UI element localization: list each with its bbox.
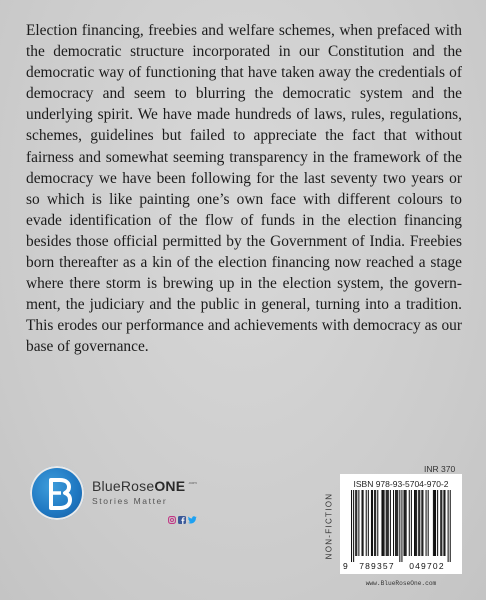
social-icons (168, 510, 196, 520)
barcode-bar (387, 490, 388, 556)
barcode-bar (418, 490, 419, 556)
barcode-bar (381, 490, 382, 556)
barcode-bar (428, 490, 429, 556)
barcode-bar (377, 490, 378, 556)
barcode-bar (404, 490, 405, 556)
barcode-bar (448, 490, 449, 562)
barcode-bar (356, 490, 357, 556)
barcode-bar (409, 490, 410, 556)
barcode-bar (358, 490, 359, 556)
blurb-text: Election financing, freebies and welfare schemes, when prefaced with the democratic structure incorporated in our Constitution and the democratic way of functioning that have taken away the credentials of democracy and seem to blurring the democratic system and the underlying spirit. We have made hundreds of laws, rules, regulations, schemes, guidelines but failed to appreciate the fact that without fairness and somewhat seeming transparency in the framework of the democracy we have been following for the last seventy two years or so which is like painting one’s own face with different colours to evade identification of the flow of funds in the election financing besides those official permitted by the Government of India. Freebies born thereafter as a kin of the election financing now reached a stage where there storm is brewing up in the election system, the government, the judiciary and the public in general, turning into a tradition. This erodes our performance and achievements with democracy as our base of governance. (26, 22, 462, 356)
barcode-bar (396, 490, 397, 556)
barcode-bar (399, 490, 400, 562)
barcode-bar (374, 490, 375, 556)
price-label: INR 370 (424, 464, 456, 474)
barcode-bar (362, 490, 363, 556)
isbn-text: ISBN 978-93-5704-970-2 (353, 479, 449, 489)
instagram-icon (168, 511, 176, 519)
website-text: www.BlueRoseOne.com (365, 580, 437, 587)
barcode-bar (395, 490, 396, 556)
barcode-bar (351, 490, 352, 562)
barcode-bar (437, 490, 438, 556)
barcode-bar (386, 490, 387, 556)
barcode-bar (419, 490, 420, 556)
barcode-bar (393, 490, 394, 556)
publisher-tagline: Stories Matter (92, 496, 168, 506)
barcode-bar (355, 490, 356, 556)
publisher-dotcom: .com (188, 480, 197, 485)
barcode-bar (384, 490, 385, 556)
barcode-bar (440, 490, 441, 556)
barcode-bar (397, 490, 398, 556)
publisher-logo (30, 466, 250, 522)
bluerose-b-icon (30, 466, 84, 520)
barcode-bar (368, 490, 369, 556)
barcode-bar (388, 490, 389, 556)
barcode-bar (434, 490, 435, 556)
barcode-bar (433, 490, 434, 556)
barcode-digits-right: 049702 (409, 561, 445, 571)
barcode-bar (435, 490, 436, 556)
barcode-bar (441, 490, 442, 556)
genre-label (322, 476, 336, 576)
barcode-image (340, 474, 462, 574)
barcode-bar (443, 490, 444, 556)
barcode-bar (415, 490, 416, 556)
barcode-bar (422, 490, 423, 556)
barcode-bar (416, 490, 417, 556)
barcode-bar (390, 490, 391, 556)
barcode-bar (401, 490, 402, 562)
barcode-bar (406, 490, 407, 556)
publisher-name-part2: ONE (154, 478, 186, 494)
isbn-barcode (340, 474, 462, 574)
barcode-bar (426, 490, 427, 556)
barcode-bar (405, 490, 406, 556)
barcode-bar (363, 490, 364, 556)
genre-text: NON-FICTION (324, 492, 334, 560)
barcode-bar (414, 490, 415, 556)
barcode-bar (450, 490, 451, 562)
barcode-bar (383, 490, 384, 556)
barcode-digit-lead: 9 (343, 561, 348, 571)
barcode-digits-left: 789357 (359, 561, 395, 571)
publisher-name-part1: BlueRose (92, 478, 155, 494)
barcode-bar (353, 490, 354, 562)
barcode-bar (366, 490, 367, 556)
twitter-icon (188, 511, 196, 519)
barcode-bar (421, 490, 422, 556)
barcode-bar (375, 490, 376, 556)
publisher-name (92, 478, 185, 494)
barcode-bar (372, 490, 373, 556)
barcode-bar (411, 490, 412, 556)
barcode-bar (371, 490, 372, 556)
facebook-icon (178, 511, 186, 519)
barcode-bar (444, 490, 445, 556)
